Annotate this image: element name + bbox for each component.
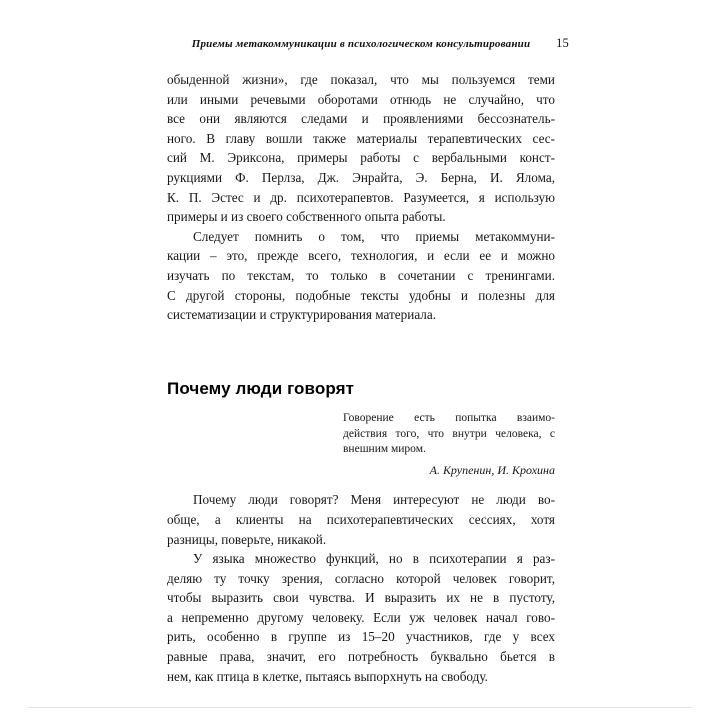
text-line: рить, особенно в группе из 15–20 участников, где у всех: [167, 629, 555, 645]
text-line: сий М. Эриксона, примеры работы с вербальными конст-: [167, 150, 555, 166]
text-line: чтобы выразить свои чувства. И выразить их не в пустоту,: [167, 590, 555, 606]
text-line: Следует помнить о том, что приемы метакоммуни-: [193, 228, 555, 244]
text-line: изучать по текстам, то только в сочетании с тренингами.: [167, 267, 555, 283]
page-number: 15: [556, 36, 569, 50]
text-line: систематизации и структурирования материала.: [167, 307, 437, 323]
text-line: примеры и из своего собственного опыта работы.: [167, 209, 446, 225]
paragraph-continuation: [167, 70, 555, 227]
text-line: а непременно другому человеку. Если уж человек начал гово-: [167, 609, 555, 625]
text-line: деляю ту точку зрения, согласно которой человек говорит,: [167, 570, 555, 586]
epigraph-text: [343, 411, 555, 458]
text-line: С другой стороны, подобные тексты удобны и полезны для: [167, 287, 555, 303]
paragraph: [167, 490, 555, 549]
page-bottom-edge: [28, 707, 692, 708]
text-line: Говорение есть попытка взаимо-: [343, 412, 555, 425]
text-line: К. П. Эстес и др. психотерапевтов. Разумеется, я использую: [167, 189, 555, 205]
text-line: внешним миром.: [343, 443, 426, 456]
section-heading: Почему люди говорят: [167, 378, 355, 398]
text-line: действия того, что внутри человека, с: [343, 427, 555, 440]
text-line: равные права, значит, его потребность буквально бьется в: [167, 649, 555, 665]
text-line: разницы, поверьте, никакой.: [167, 531, 327, 547]
running-head-title: Приемы метакоммуникации в психологическом консультировании: [191, 38, 531, 50]
text-line: кации – это, прежде всего, технология, и если ее и можно: [167, 248, 555, 264]
epigraph-attribution: А. Крупенин, И. Крохина: [429, 462, 555, 477]
text-line: рукциями Ф. Перлза, Дж. Энрайта, Э. Берна, И. Ялома,: [167, 169, 555, 185]
text-line: Почему люди говорят? Меня интересуют не люди во-: [193, 492, 555, 508]
paragraph: [167, 549, 555, 686]
text-line: ного. В главу вошли также материалы терапевтических сес-: [167, 130, 555, 146]
text-line: У языка множество функций, но в психотерапии я раз-: [193, 551, 555, 567]
text-line: или иными речевыми оборотами отнюдь не случайно, что: [167, 91, 555, 107]
text-line: все они являются следами и проявлениями бессознатель-: [167, 111, 555, 127]
text-block: [167, 70, 555, 686]
running-head: [167, 36, 569, 50]
text-line: обще, а клиенты на психотерапевтических сессиях, хотя: [167, 511, 555, 527]
paragraph: [167, 227, 555, 325]
text-line: обыденной жизни», где показал, что мы пользуемся теми: [167, 72, 555, 87]
text-line: нем, как птица в клетке, пытаясь выпорхнуть на свободу.: [167, 668, 488, 684]
epigraph: [343, 411, 555, 478]
